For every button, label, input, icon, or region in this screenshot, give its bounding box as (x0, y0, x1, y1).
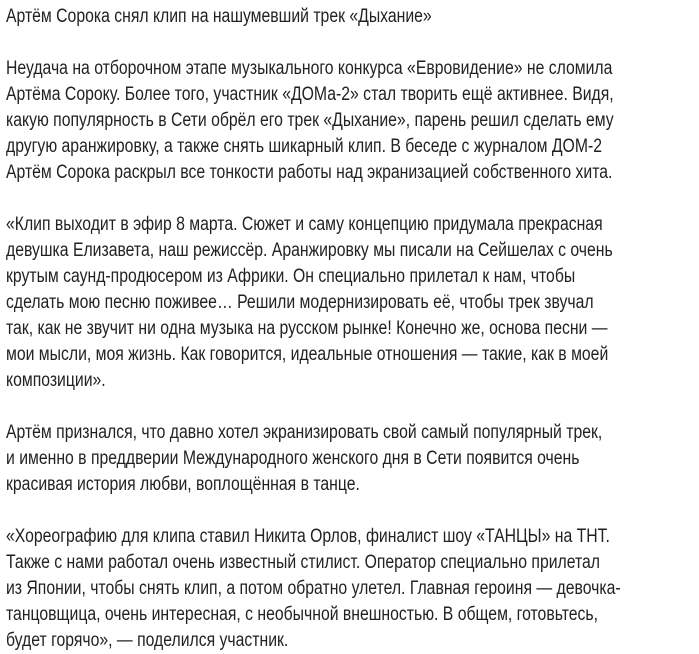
paragraph-line: девушка Елизавета, наш режиссёр. Аранжировку мы писали на Сейшелах с очень (6, 240, 613, 261)
paragraph-line: так, как не звучит ни одна музыка на русском рынке! Конечно же, основа песни — (6, 318, 608, 339)
paragraph-line: композиции». (6, 370, 106, 391)
paragraph-line: какую популярность в Сети обрёл его трек «Дыхание», парень решил сделать ему (6, 110, 614, 131)
paragraph (6, 212, 699, 394)
paragraph-line: и именно в преддверии Международного женского дня в Сети появится очень (6, 448, 580, 469)
paragraph-spacer (6, 30, 699, 56)
paragraph-line: «Хореографию для клипа ставил Никита Орлов, финалист шоу «ТАНЦЫ» на ТНТ. (6, 526, 610, 547)
paragraph-line: из Японии, чтобы снять клип, а потом обратно улетел. Главная героиня — девочка- (6, 578, 621, 599)
paragraph-line: Артёма Сороку. Более того, участник «ДОМа-2» стал творить ещё активнее. Видя, (6, 84, 614, 105)
paragraph-spacer (6, 394, 699, 420)
paragraph-line: Артём признался, что давно хотел экранизировать свой самый популярный трек, (6, 422, 603, 443)
paragraph-line: Артём Сорока раскрыл все тонкости работы над экранизацией собственного хита. (6, 162, 613, 183)
paragraph-spacer (6, 498, 699, 524)
paragraph-line: красивая история любви, воплощённая в танце. (6, 474, 360, 495)
paragraph-line: мои мысли, моя жизнь. Как говорится, идеальные отношения — такие, как в моей (6, 344, 609, 365)
paragraph-line: сделать мою песню поживее… Решили модернизировать её, чтобы трек звучал (6, 292, 594, 313)
paragraph-line: крутым саунд-продюсером из Африки. Он специально прилетал к нам, чтобы (6, 266, 576, 287)
paragraph-line: танцовщица, очень интересная, с необычной внешностью. В общем, готовьтесь, (6, 604, 598, 625)
paragraph-line: будет горячо», — поделился участник. (6, 630, 289, 651)
paragraph-line: другую аранжировку, а также снять шикарный клип. В беседе с журналом ДОМ-2 (6, 136, 602, 157)
paragraph-line: «Клип выходит в эфир 8 марта. Сюжет и саму концепцию придумала прекрасная (6, 214, 603, 235)
paragraph-line: Неудача на отборочном этапе музыкального конкурса «Евровидение» не сломила (6, 58, 613, 79)
paragraph-line: Также с нами работал очень известный стилист. Оператор специально прилетал (6, 552, 601, 573)
paragraph-spacer (6, 186, 699, 212)
paragraph (6, 524, 699, 654)
article-title: Артём Сорока снял клип на нашумевший трек «Дыхание» (6, 6, 432, 27)
paragraph (6, 56, 699, 186)
paragraph (6, 420, 699, 498)
